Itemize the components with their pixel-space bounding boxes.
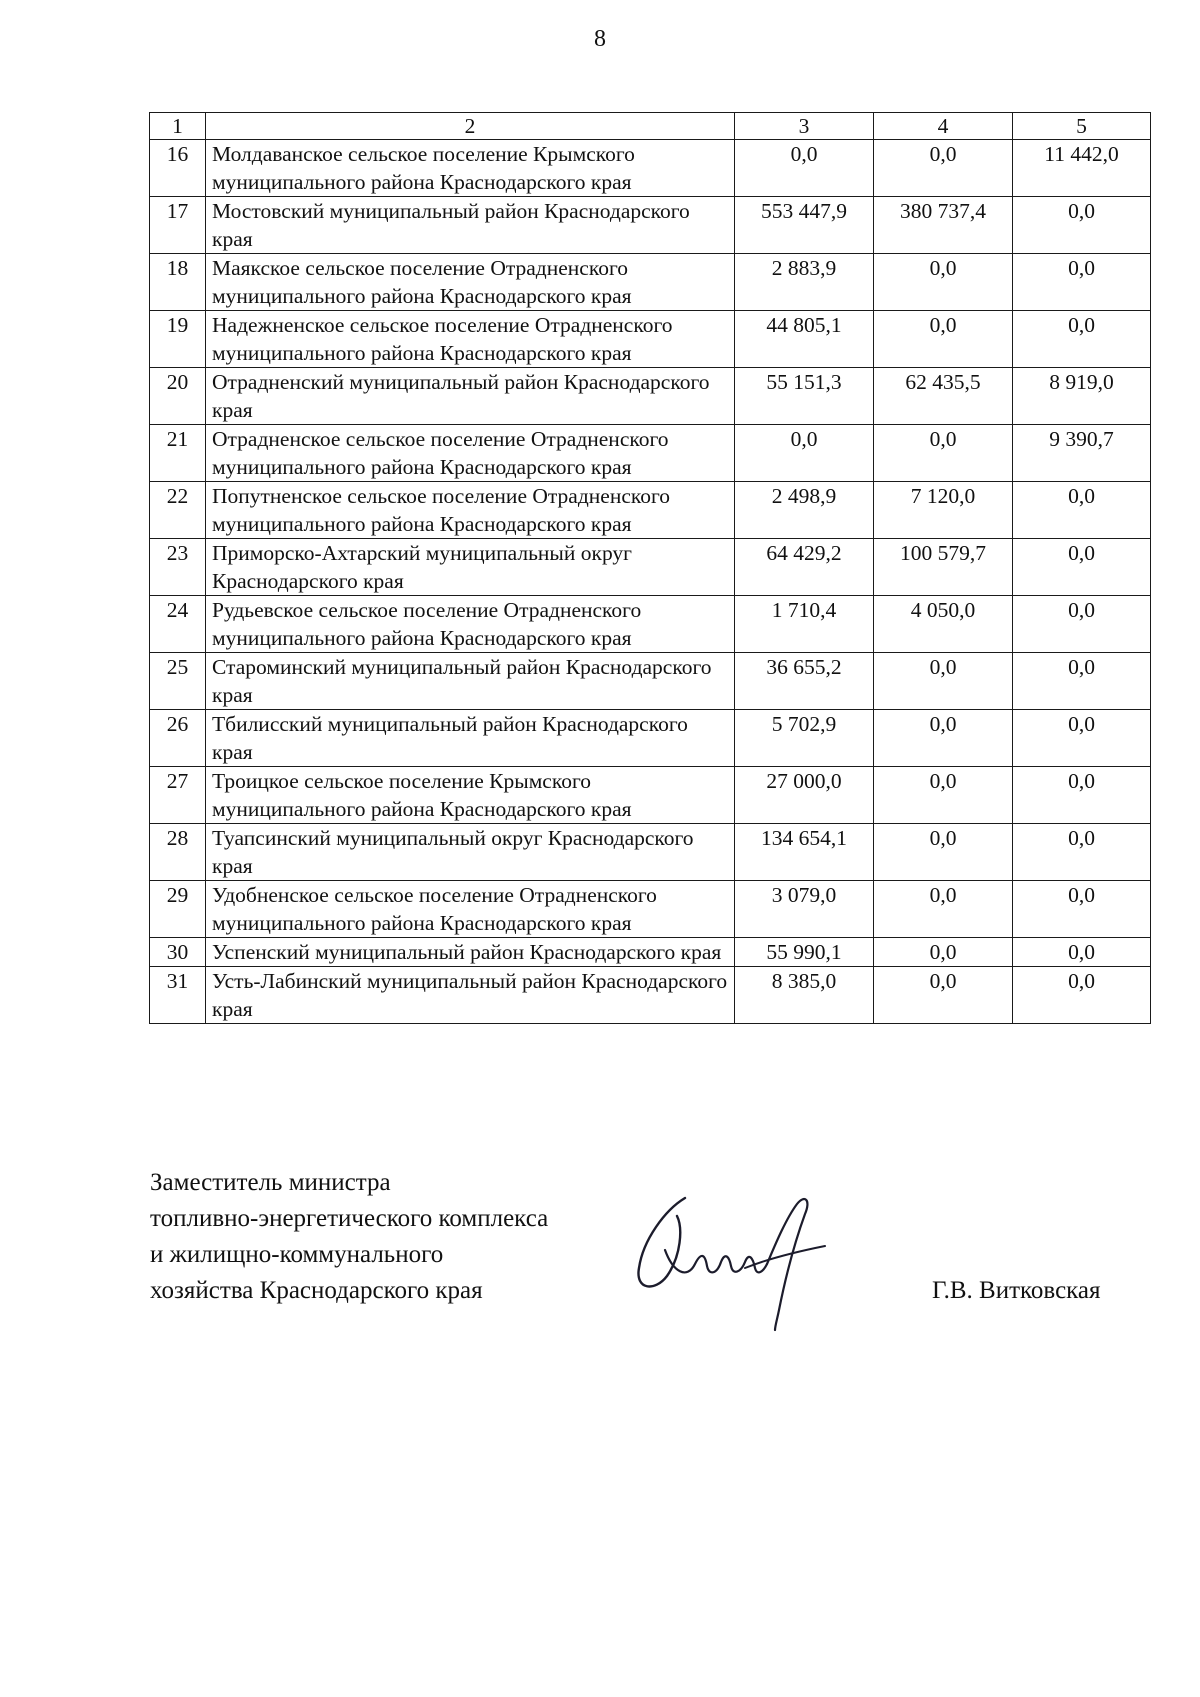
row-value-col3: 64 429,2 [735,539,874,596]
row-value-col3: 2 883,9 [735,254,874,311]
row-number: 21 [150,425,206,482]
page-number: 8 [594,26,606,52]
row-name: Мостовский муниципальный район Краснодарского края [206,197,735,254]
row-number: 27 [150,767,206,824]
row-value-col4: 0,0 [874,967,1013,1024]
signature-title-line: и жилищно-коммунального [150,1241,444,1268]
header-row [150,113,1151,140]
table-row [150,425,1151,482]
row-name: Приморско-Ахтарский муниципальный округ Краснодарского края [206,539,735,596]
row-value-col4: 62 435,5 [874,368,1013,425]
signature-title-line: хозяйства Краснодарского края [150,1277,483,1304]
row-value-col5: 0,0 [1013,710,1151,767]
table-row [150,368,1151,425]
row-number: 29 [150,881,206,938]
row-number: 20 [150,368,206,425]
row-number: 25 [150,653,206,710]
row-name: Троицкое сельское поселение Крымского муниципального района Краснодарского края [206,767,735,824]
row-value-col4: 0,0 [874,881,1013,938]
row-value-col5: 0,0 [1013,596,1151,653]
row-value-col3: 5 702,9 [735,710,874,767]
row-value-col5: 0,0 [1013,653,1151,710]
row-value-col4: 7 120,0 [874,482,1013,539]
table-row [150,311,1151,368]
row-value-col3: 553 447,9 [735,197,874,254]
column-header: 4 [874,113,1013,140]
table-body [150,140,1151,1024]
row-number: 16 [150,140,206,197]
row-name: Отрадненское сельское поселение Отрадненского муниципального района Краснодарского края [206,425,735,482]
row-value-col4: 0,0 [874,824,1013,881]
row-value-col5: 0,0 [1013,254,1151,311]
row-value-col3: 2 498,9 [735,482,874,539]
signature-title-line: Заместитель министра [150,1169,391,1196]
row-value-col3: 44 805,1 [735,311,874,368]
table-row [150,140,1151,197]
signature-title-line: топливно-энергетического комплекса [150,1205,549,1232]
row-number: 19 [150,311,206,368]
table-row [150,881,1151,938]
column-header: 2 [206,113,735,140]
row-name: Попутненское сельское поселение Отрадненского муниципального района Краснодарского края [206,482,735,539]
signer-name: Г.В. Витковская [932,1277,1101,1304]
row-value-col3: 8 385,0 [735,967,874,1024]
row-name: Рудьевское сельское поселение Отрадненского муниципального района Краснодарского края [206,596,735,653]
table-row [150,596,1151,653]
row-name: Туапсинский муниципальный округ Краснодарского края [206,824,735,881]
row-value-col5: 0,0 [1013,311,1151,368]
row-value-col3: 55 990,1 [735,938,874,967]
row-value-col4: 0,0 [874,938,1013,967]
row-value-col4: 0,0 [874,254,1013,311]
row-value-col5: 11 442,0 [1013,140,1151,197]
row-number: 28 [150,824,206,881]
row-number: 24 [150,596,206,653]
row-value-col4: 100 579,7 [874,539,1013,596]
row-name: Тбилисский муниципальный район Краснодарского края [206,710,735,767]
data-table [149,112,1151,1024]
row-value-col4: 380 737,4 [874,197,1013,254]
row-value-col4: 4 050,0 [874,596,1013,653]
row-value-col4: 0,0 [874,767,1013,824]
row-name: Староминский муниципальный район Краснодарского края [206,653,735,710]
row-value-col4: 0,0 [874,425,1013,482]
row-value-col5: 0,0 [1013,767,1151,824]
row-value-col5: 0,0 [1013,938,1151,967]
row-value-col3: 3 079,0 [735,881,874,938]
row-value-col4: 0,0 [874,653,1013,710]
row-value-col5: 0,0 [1013,197,1151,254]
row-value-col5: 0,0 [1013,824,1151,881]
table-row [150,482,1151,539]
table-row [150,254,1151,311]
row-value-col5: 0,0 [1013,967,1151,1024]
row-name: Маякское сельское поселение Отрадненского муниципального района Краснодарского края [206,254,735,311]
row-value-col3: 55 151,3 [735,368,874,425]
row-number: 17 [150,197,206,254]
row-name: Отрадненский муниципальный район Краснодарского края [206,368,735,425]
column-header: 3 [735,113,874,140]
row-value-col4: 0,0 [874,140,1013,197]
row-number: 30 [150,938,206,967]
table-row [150,938,1151,967]
handwritten-signature [625,1180,855,1340]
row-value-col5: 0,0 [1013,482,1151,539]
row-value-col3: 134 654,1 [735,824,874,881]
column-header: 1 [150,113,206,140]
row-number: 23 [150,539,206,596]
row-number: 26 [150,710,206,767]
table-row [150,967,1151,1024]
row-value-col5: 9 390,7 [1013,425,1151,482]
row-name: Надежненское сельское поселение Отрадненского муниципального района Краснодарского края [206,311,735,368]
row-value-col5: 8 919,0 [1013,368,1151,425]
row-number: 31 [150,967,206,1024]
row-number: 18 [150,254,206,311]
row-name: Удобненское сельское поселение Отрадненского муниципального района Краснодарского края [206,881,735,938]
row-value-col3: 0,0 [735,425,874,482]
row-value-col5: 0,0 [1013,539,1151,596]
row-number: 22 [150,482,206,539]
row-value-col3: 1 710,4 [735,596,874,653]
table-row [150,539,1151,596]
table-row [150,767,1151,824]
table-row [150,653,1151,710]
row-value-col3: 27 000,0 [735,767,874,824]
row-value-col4: 0,0 [874,311,1013,368]
column-header: 5 [1013,113,1151,140]
row-value-col5: 0,0 [1013,881,1151,938]
table-row [150,710,1151,767]
table-row [150,197,1151,254]
table-row [150,824,1151,881]
row-value-col3: 0,0 [735,140,874,197]
row-name: Молдаванское сельское поселение Крымского муниципального района Краснодарского края [206,140,735,197]
row-name: Усть-Лабинский муниципальный район Краснодарского края [206,967,735,1024]
row-value-col4: 0,0 [874,710,1013,767]
row-name: Успенский муниципальный район Краснодарского края [206,938,735,967]
signature-block [150,1165,548,1309]
row-value-col3: 36 655,2 [735,653,874,710]
